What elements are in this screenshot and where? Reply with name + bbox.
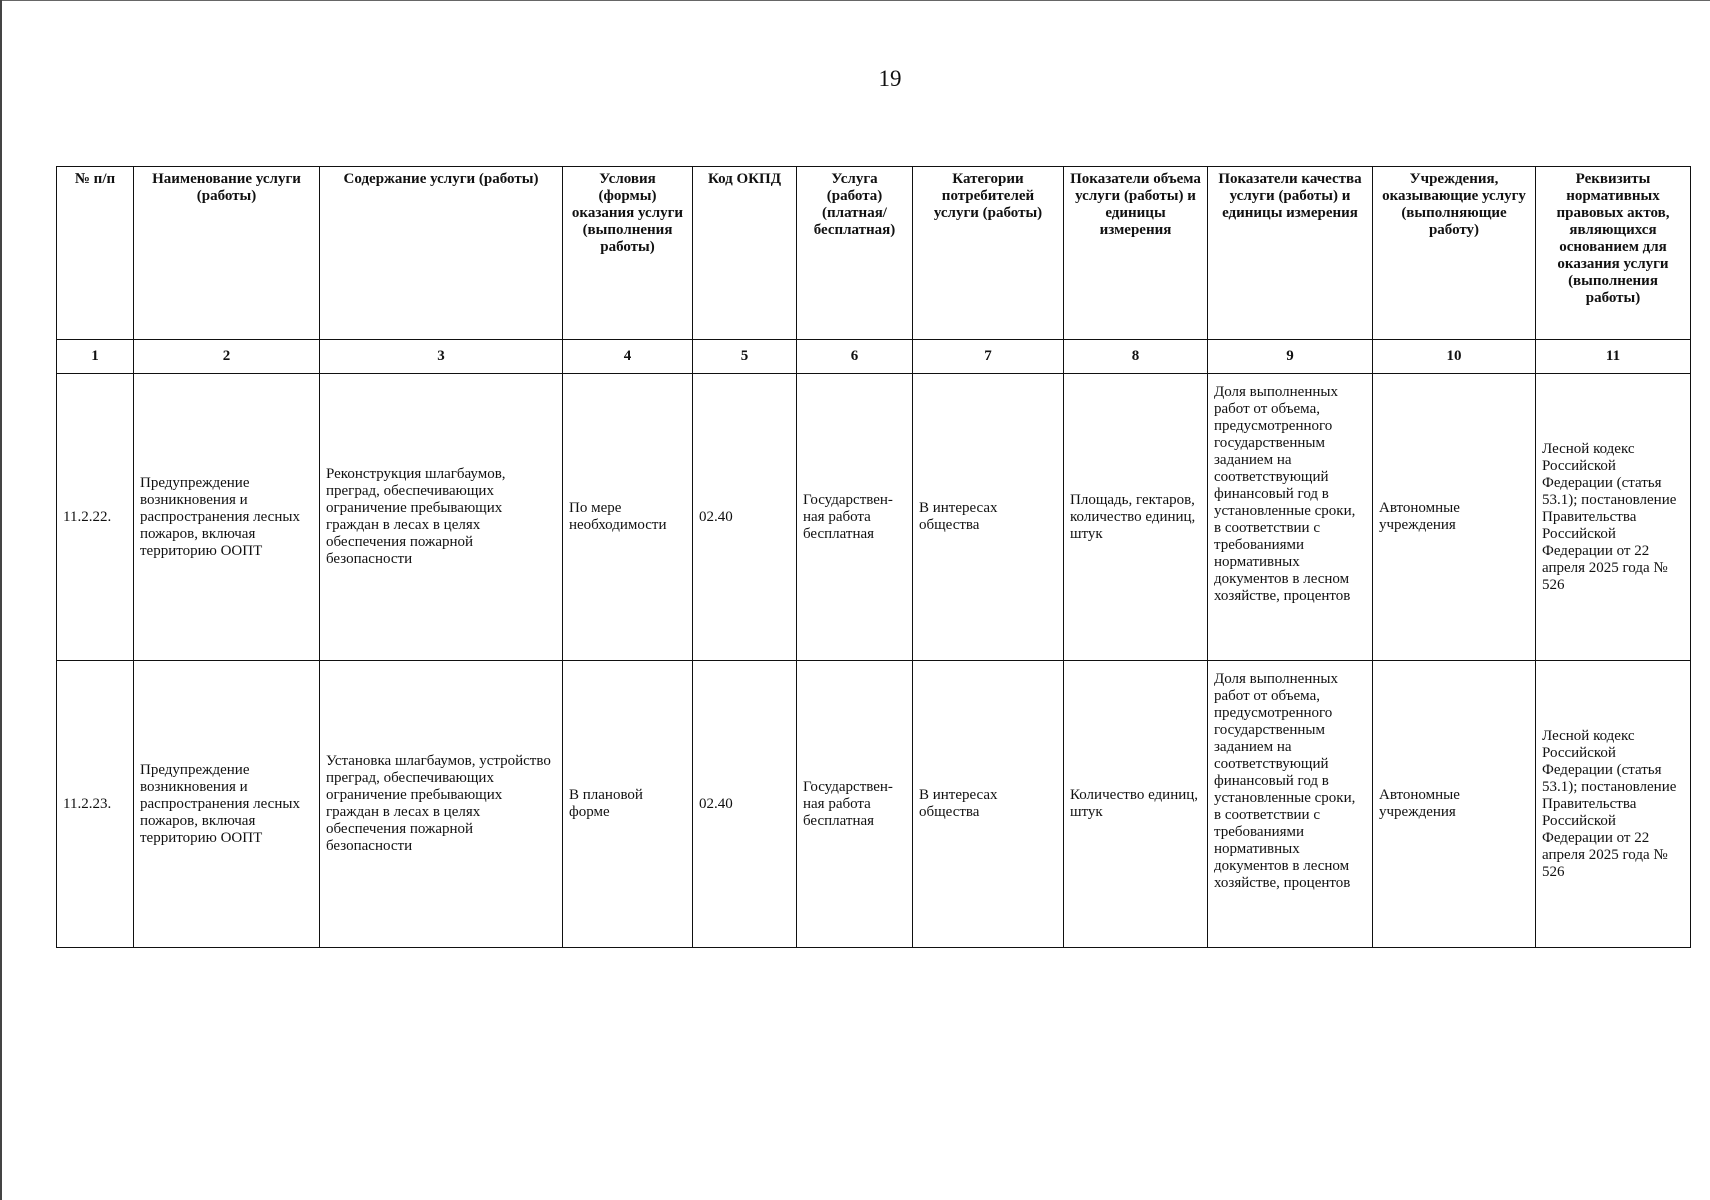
page-edge-left [0, 0, 2, 1200]
table-row [57, 661, 1691, 948]
column-number: 4 [563, 340, 693, 374]
header-okpd: Код ОКПД [693, 167, 797, 340]
service-conditions: По мере необходимости [563, 374, 693, 661]
row-number: 11.2.22. [57, 374, 134, 661]
services-table [56, 166, 1691, 948]
column-number: 8 [1064, 340, 1208, 374]
consumer-category: В интересах общества [913, 374, 1064, 661]
volume-indicator: Площадь, гектаров, количество единиц, штук [1064, 374, 1208, 661]
volume-indicator: Количество единиц, штук [1064, 661, 1208, 948]
column-number: 1 [57, 340, 134, 374]
institutions: Автономные учреждения [1373, 661, 1536, 948]
service-content: Установка шлагбаумов, устройство преград, обеспечивающих ограничение пребывающих граждан в лесах в целях обеспечения пожарной безопасности [320, 661, 563, 948]
column-number: 9 [1208, 340, 1373, 374]
quality-indicator: Доля выполненных работ от объема, предусмотренного государственным заданием на соответствующий финансовый год в установленные сроки, в соответствии с требованиями нормативных документов в лесном хозяйстве, процентов [1208, 374, 1373, 661]
header-conditions: Условия (формы) оказания услуги (выполнения работы) [563, 167, 693, 340]
column-number: 11 [1536, 340, 1691, 374]
header-institutions: Учреждения, оказывающие услугу (выполняющие работу) [1373, 167, 1536, 340]
column-number: 2 [134, 340, 320, 374]
service-conditions: В плановой форме [563, 661, 693, 948]
column-number-row [57, 340, 1691, 374]
row-number: 11.2.23. [57, 661, 134, 948]
legal-acts: Лесной кодекс Российской Федерации (статья 53.1); постановление Правительства Российской Федерации от 22 апреля 2025 года № 526 [1536, 661, 1691, 948]
okpd-code: 02.40 [693, 661, 797, 948]
header-quality: Показатели качества услуги (работы) и единицы измерения [1208, 167, 1373, 340]
page-edge-top [0, 0, 1710, 1]
okpd-code: 02.40 [693, 374, 797, 661]
column-number: 3 [320, 340, 563, 374]
quality-indicator: Доля выполненных работ от объема, предусмотренного государственным заданием на соответствующий финансовый год в установленные сроки, в соответствии с требованиями нормативных документов в лесном хозяйстве, процентов [1208, 661, 1373, 948]
consumer-category: В интересах общества [913, 661, 1064, 948]
header-legal-acts: Реквизиты нормативных правовых актов, являющихся основанием для оказания услуги (выполнения работы) [1536, 167, 1691, 340]
page-number: 19 [878, 66, 902, 91]
column-number: 7 [913, 340, 1064, 374]
legal-acts: Лесной кодекс Российской Федерации (статья 53.1); постановление Правительства Российской Федерации от 22 апреля 2025 года № 526 [1536, 374, 1691, 661]
paid-status: Государствен-ная работа бесплатная [797, 661, 913, 948]
institutions: Автономные учреждения [1373, 374, 1536, 661]
column-number: 10 [1373, 340, 1536, 374]
header-row [57, 167, 1691, 340]
header-paid-free: Услуга (работа) (платная/ бесплатная) [797, 167, 913, 340]
header-consumers: Категории потребителей услуги (работы) [913, 167, 1064, 340]
header-service-content: Содержание услуги (работы) [320, 167, 563, 340]
table-row [57, 374, 1691, 661]
service-content: Реконструкция шлагбаумов, преград, обеспечивающих ограничение пребывающих граждан в лесах в целях обеспечения пожарной безопасности [320, 374, 563, 661]
service-name: Предупреждение возникновения и распространения лесных пожаров, включая территорию ООПТ [134, 374, 320, 661]
column-number: 5 [693, 340, 797, 374]
column-number: 6 [797, 340, 913, 374]
header-num: № п/п [57, 167, 134, 340]
header-volume: Показатели объема услуги (работы) и единицы измерения [1064, 167, 1208, 340]
header-service-name: Наименование услуги (работы) [134, 167, 320, 340]
paid-status: Государствен-ная работа бесплатная [797, 374, 913, 661]
service-name: Предупреждение возникновения и распространения лесных пожаров, включая территорию ООПТ [134, 661, 320, 948]
